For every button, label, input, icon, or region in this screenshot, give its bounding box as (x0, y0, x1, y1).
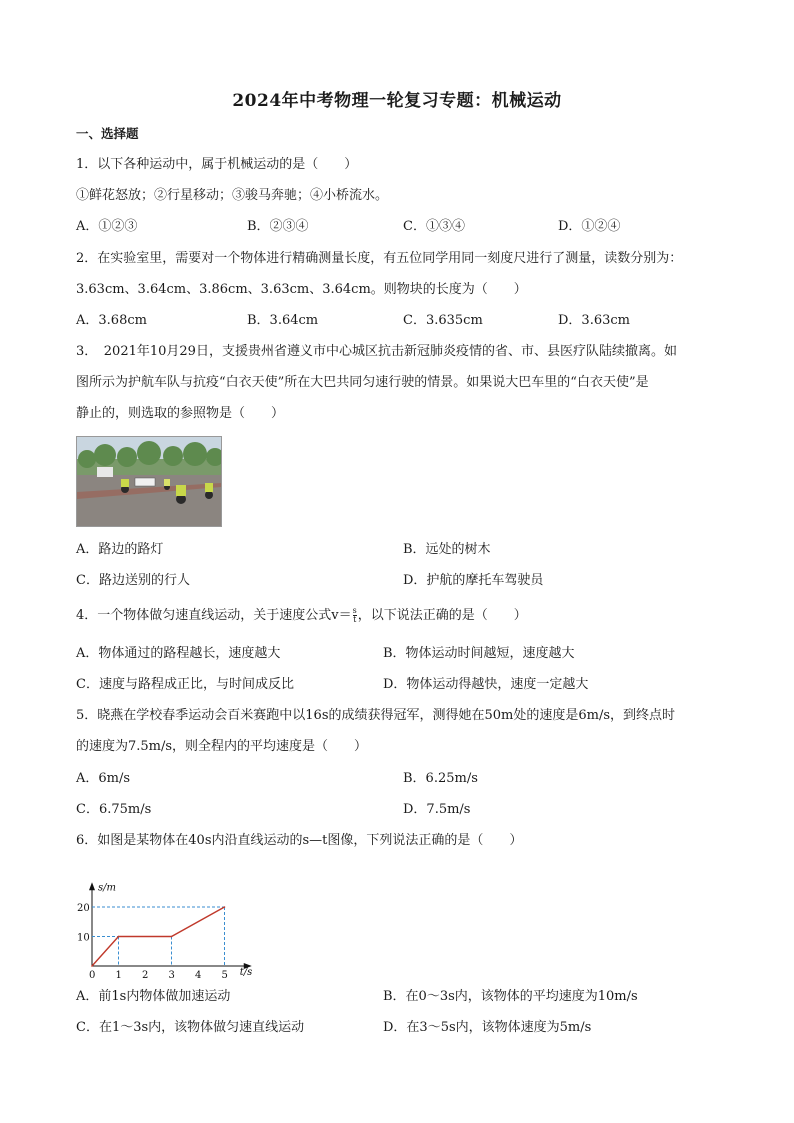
q6-option-c: C．在1～3s内，该物体做匀速直线运动 (76, 1020, 305, 1035)
st-data-point (224, 906, 226, 908)
q3-line1: 3． 2021年10月29日，支援贵州省遵义市中心城区抗击新冠肺炎疫情的省、市、县医疗队陆续撤离。如 (76, 344, 677, 359)
q4-option-d: D．物体运动得越快，速度一定越大 (383, 677, 589, 692)
q1-option-c: C．①③④ (403, 219, 465, 234)
motorcade-photo (76, 436, 222, 527)
q3-option-c: C．路边送别的行人 (76, 573, 190, 588)
q6-option-b: B．在0～3s内，该物体的平均速度为10m/s (383, 989, 638, 1004)
q2-option-b: B．3.64cm (247, 313, 319, 328)
st-data-line (92, 907, 225, 966)
q4-option-a: A．物体通过的路程越长，速度越大 (76, 646, 281, 661)
q3-line3: 静止的，则选取的参照物是（ ） (76, 406, 285, 421)
q5-option-c: C．6.75m/s (76, 802, 152, 817)
motorcade-illustration (77, 437, 221, 526)
q1-option-b: B．②③④ (247, 219, 309, 234)
y-axis-label: s/m (98, 882, 116, 894)
q1-stem: 1．以下各种运动中，属于机械运动的是（ ） (76, 157, 358, 172)
fraction-numerator: s (352, 606, 357, 615)
y-tick-label: 20 (77, 903, 90, 914)
q5-option-b: B．6.25m/s (403, 771, 478, 786)
x-tick-label: 0 (89, 970, 96, 981)
q2-option-d: D．3.63cm (558, 313, 630, 328)
q2-line1: 2．在实验室里，需要对一个物体进行精确测量长度，有五位同学用同一刻度尺进行了测量，读数分别为： (76, 251, 683, 266)
q5-option-a: A．6m/s (76, 771, 131, 786)
q2-option-a: A．3.68cm (76, 313, 147, 328)
st-graph-svg (76, 854, 266, 984)
q1-sub: ①鲜花怒放；②行星移动；③骏马奔驰；④小桥流水。 (76, 188, 389, 203)
q4-option-b: B．物体运动时间越短，速度越大 (383, 646, 575, 661)
st-data-point (171, 936, 173, 938)
st-data-point (118, 936, 120, 938)
section-heading: 一、选择题 (76, 126, 139, 141)
y-axis-arrow (89, 882, 95, 890)
q3-option-d: D．护航的摩托车驾驶员 (403, 573, 544, 588)
q1-option-a: A．①②③ (76, 219, 138, 234)
q2-line2: 3.63cm、3.64cm、3.86cm、3.63cm、3.64cm。则物块的长度为（ ） (76, 282, 527, 297)
q4-stem-pre: 4．一个物体做匀速直线运动，关于速度公式v＝ (76, 608, 352, 623)
x-tick-label: 2 (142, 970, 149, 981)
q5-line2: 的速度为7.5m/s，则全程内的平均速度是（ ） (76, 739, 368, 754)
st-data-point (91, 965, 93, 967)
q1-option-d: D．①②④ (558, 219, 621, 234)
x-axis-label: t/s (239, 967, 253, 978)
x-tick-label: 5 (221, 970, 228, 981)
q5-option-d: D．7.5m/s (403, 802, 471, 817)
fraction-denominator: t (353, 615, 357, 624)
q4-option-c: C．速度与路程成正比，与时间成反比 (76, 677, 294, 692)
q3-option-b: B．远处的树木 (403, 542, 491, 557)
q6-option-d: D．在3～5s内，该物体速度为5m/s (383, 1020, 592, 1035)
q3-option-a: A．路边的路灯 (76, 542, 164, 557)
q3-line2: 图所示为护航车队与抗疫“白衣天使”所在大巴共同匀速行驶的情景。如果说大巴车里的“白衣天使”是 (76, 375, 649, 390)
q2-option-c: C．3.635cm (403, 313, 483, 328)
page-title: 2024年中考物理一轮复习专题：机械运动 (232, 91, 562, 111)
x-tick-label: 3 (168, 970, 175, 981)
y-tick-label: 10 (77, 932, 90, 944)
x-tick-label: 4 (195, 970, 202, 981)
q4-stem-post: ，以下说法正确的是（ ） (357, 608, 527, 623)
q6-stem: 6．如图是某物体在40s内沿直线运动的s—t图像，下列说法正确的是（ ） (76, 833, 523, 848)
st-graph (76, 854, 266, 984)
speed-formula-fraction (353, 607, 357, 624)
q4-stem (76, 606, 527, 626)
x-tick-label: 1 (115, 970, 122, 981)
q5-line1: 5．晓燕在学校春季运动会百米赛跑中以16s的成绩获得冠军，测得她在50m处的速度是6m/s，到终点时 (76, 708, 676, 723)
q6-option-a: A．前1s内物体做加速运动 (76, 989, 231, 1004)
